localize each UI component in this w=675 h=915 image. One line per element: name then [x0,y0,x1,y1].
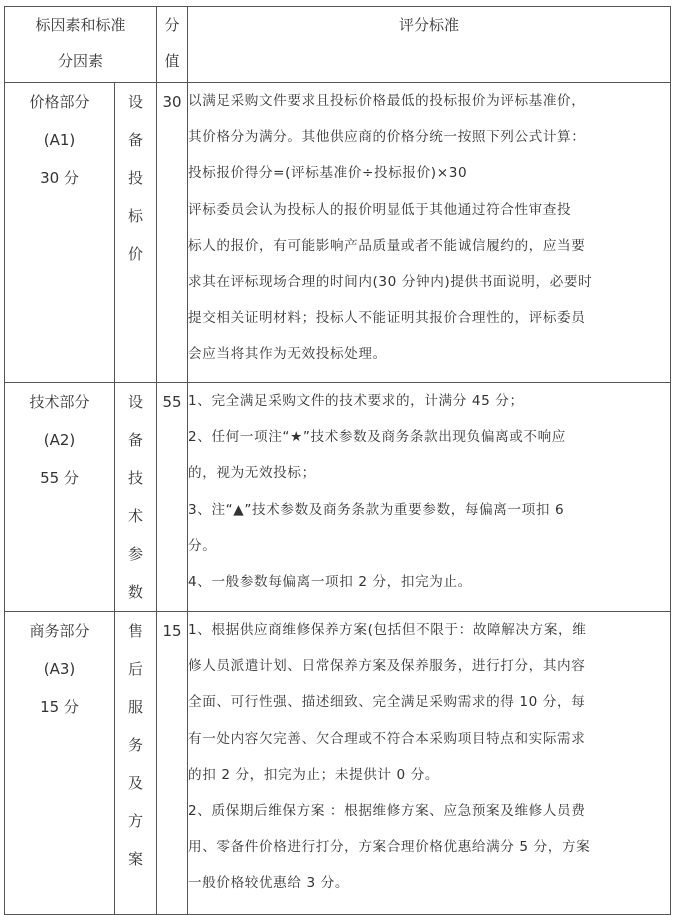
standard-line: 标人的报价，有可能影响产品质量或者不能诚信履约的，应当要 [188,237,586,254]
row-commercial [5,612,671,915]
header-standard-cell [188,7,671,83]
category-points: 30 分 [40,169,79,187]
standard-line: 1、根据供应商维修保养方案(包括但不限于：故障解决方案，维 [188,622,587,638]
score-value: 30 [157,83,188,383]
standard-line: 会应当将其作为无效投标处理。 [188,346,387,363]
standard-line: 的扣 2 分，扣完为止；未提供计 0 分。 [188,766,440,783]
category-cell [5,83,115,383]
subfactor-cell [115,83,157,383]
header-factor-line2: 分因素 [58,52,104,70]
scoring-table [4,6,671,915]
category-name: 技术部分 [29,393,90,411]
header-score-line1: 分 [164,16,180,34]
category-points: 15 分 [40,698,79,716]
standard-line: 全面、可行性强、描述细致、完全满足采购需求的得 10 分，每 [188,694,586,711]
score-value: 55 [157,383,188,612]
category-name: 价格部分 [29,93,90,111]
standard-line: 的，视为无效投标； [188,465,316,482]
standard-line: 用、零备件价格进行打分，方案合理价格优惠给满分 5 分，方案 [188,839,591,856]
subfactor-char: 数 [128,583,144,601]
standard-line: 1、完全满足采购文件的技术要求的，计满分 45 分； [188,393,524,409]
subfactor-char: 及 [128,774,144,792]
header-factor-cell [5,7,157,83]
category-cell [5,612,115,915]
standard-line: 4、一般参数每偏离一项扣 2 分，扣完为止。 [188,574,472,591]
standard-line: 其价格分为满分。其他供应商的价格分统一按照下列公式计算： [188,129,586,146]
standard-line: 评标委员会认为投标人的报价明显低于其他通过符合性审查投 [188,201,572,218]
standard-line: 求其在评标现场合理的时间内(30 分钟内)提供书面说明，必要时 [188,274,593,291]
category-name: 商务部分 [29,622,90,640]
category-code: (A3) [43,660,76,678]
subfactor-char: 方 [128,812,144,830]
header-standard: 评分标准 [399,16,460,34]
header-score-line2: 值 [164,52,180,70]
subfactor-char: 投 [128,169,144,187]
category-cell [5,383,115,612]
header-row [5,7,671,83]
standard-cell [188,83,671,383]
subfactor-char: 设 [128,393,144,411]
subfactor-char: 价 [128,245,144,263]
subfactor-char: 务 [128,736,144,754]
subfactor-char: 术 [128,507,144,525]
subfactor-cell [115,383,157,612]
standard-cell [188,612,671,915]
subfactor-char: 备 [128,131,144,149]
subfactor-char: 标 [128,207,144,225]
standard-line: 一般价格较优惠给 3 分。 [188,875,350,892]
subfactor-char: 后 [128,660,144,678]
category-code: (A2) [43,431,76,449]
score-value: 15 [157,612,188,915]
row-price [5,83,671,383]
standard-line: 投标报价得分=(评标基准价÷投标报价)×30 [188,165,468,182]
subfactor-char: 备 [128,431,144,449]
standard-line: 以满足采购文件要求且投标价格最低的投标报价为评标基准价， [188,93,586,109]
standard-line: 2、任何一项注“★”技术参数及商务条款出现负偏离或不响应 [188,429,566,446]
subfactor-char: 设 [128,93,144,111]
subfactor-char: 服 [128,698,144,716]
standard-cell [188,383,671,612]
subfactor-char: 售 [128,622,144,640]
subfactor-cell [115,612,157,915]
subfactor-char: 案 [128,850,144,868]
category-code: (A1) [43,131,76,149]
header-factor-line1: 标因素和标准 [35,16,126,34]
standard-line: 3、注“▲”技术参数及商务条款为重要参数，每偏离一项扣 6 [188,501,565,518]
subfactor-char: 技 [128,469,144,487]
subfactor-char: 参 [128,545,144,563]
category-points: 55 分 [40,469,79,487]
standard-line: 2、质保期后维保方案 ：根据维修方案、应急预案及维修人员费 [188,803,586,820]
row-technical [5,383,671,612]
standard-line: 修人员派遣计划、日常保养方案及保养服务，进行打分，其内容 [188,658,586,675]
standard-line: 有一处内容欠完善、欠合理或不符合本采购项目特点和实际需求 [188,730,586,747]
standard-line: 提交相关证明材料；投标人不能证明其报价合理性的，评标委员 [188,310,586,327]
standard-line: 分。 [188,537,217,554]
header-score-cell [157,7,188,83]
